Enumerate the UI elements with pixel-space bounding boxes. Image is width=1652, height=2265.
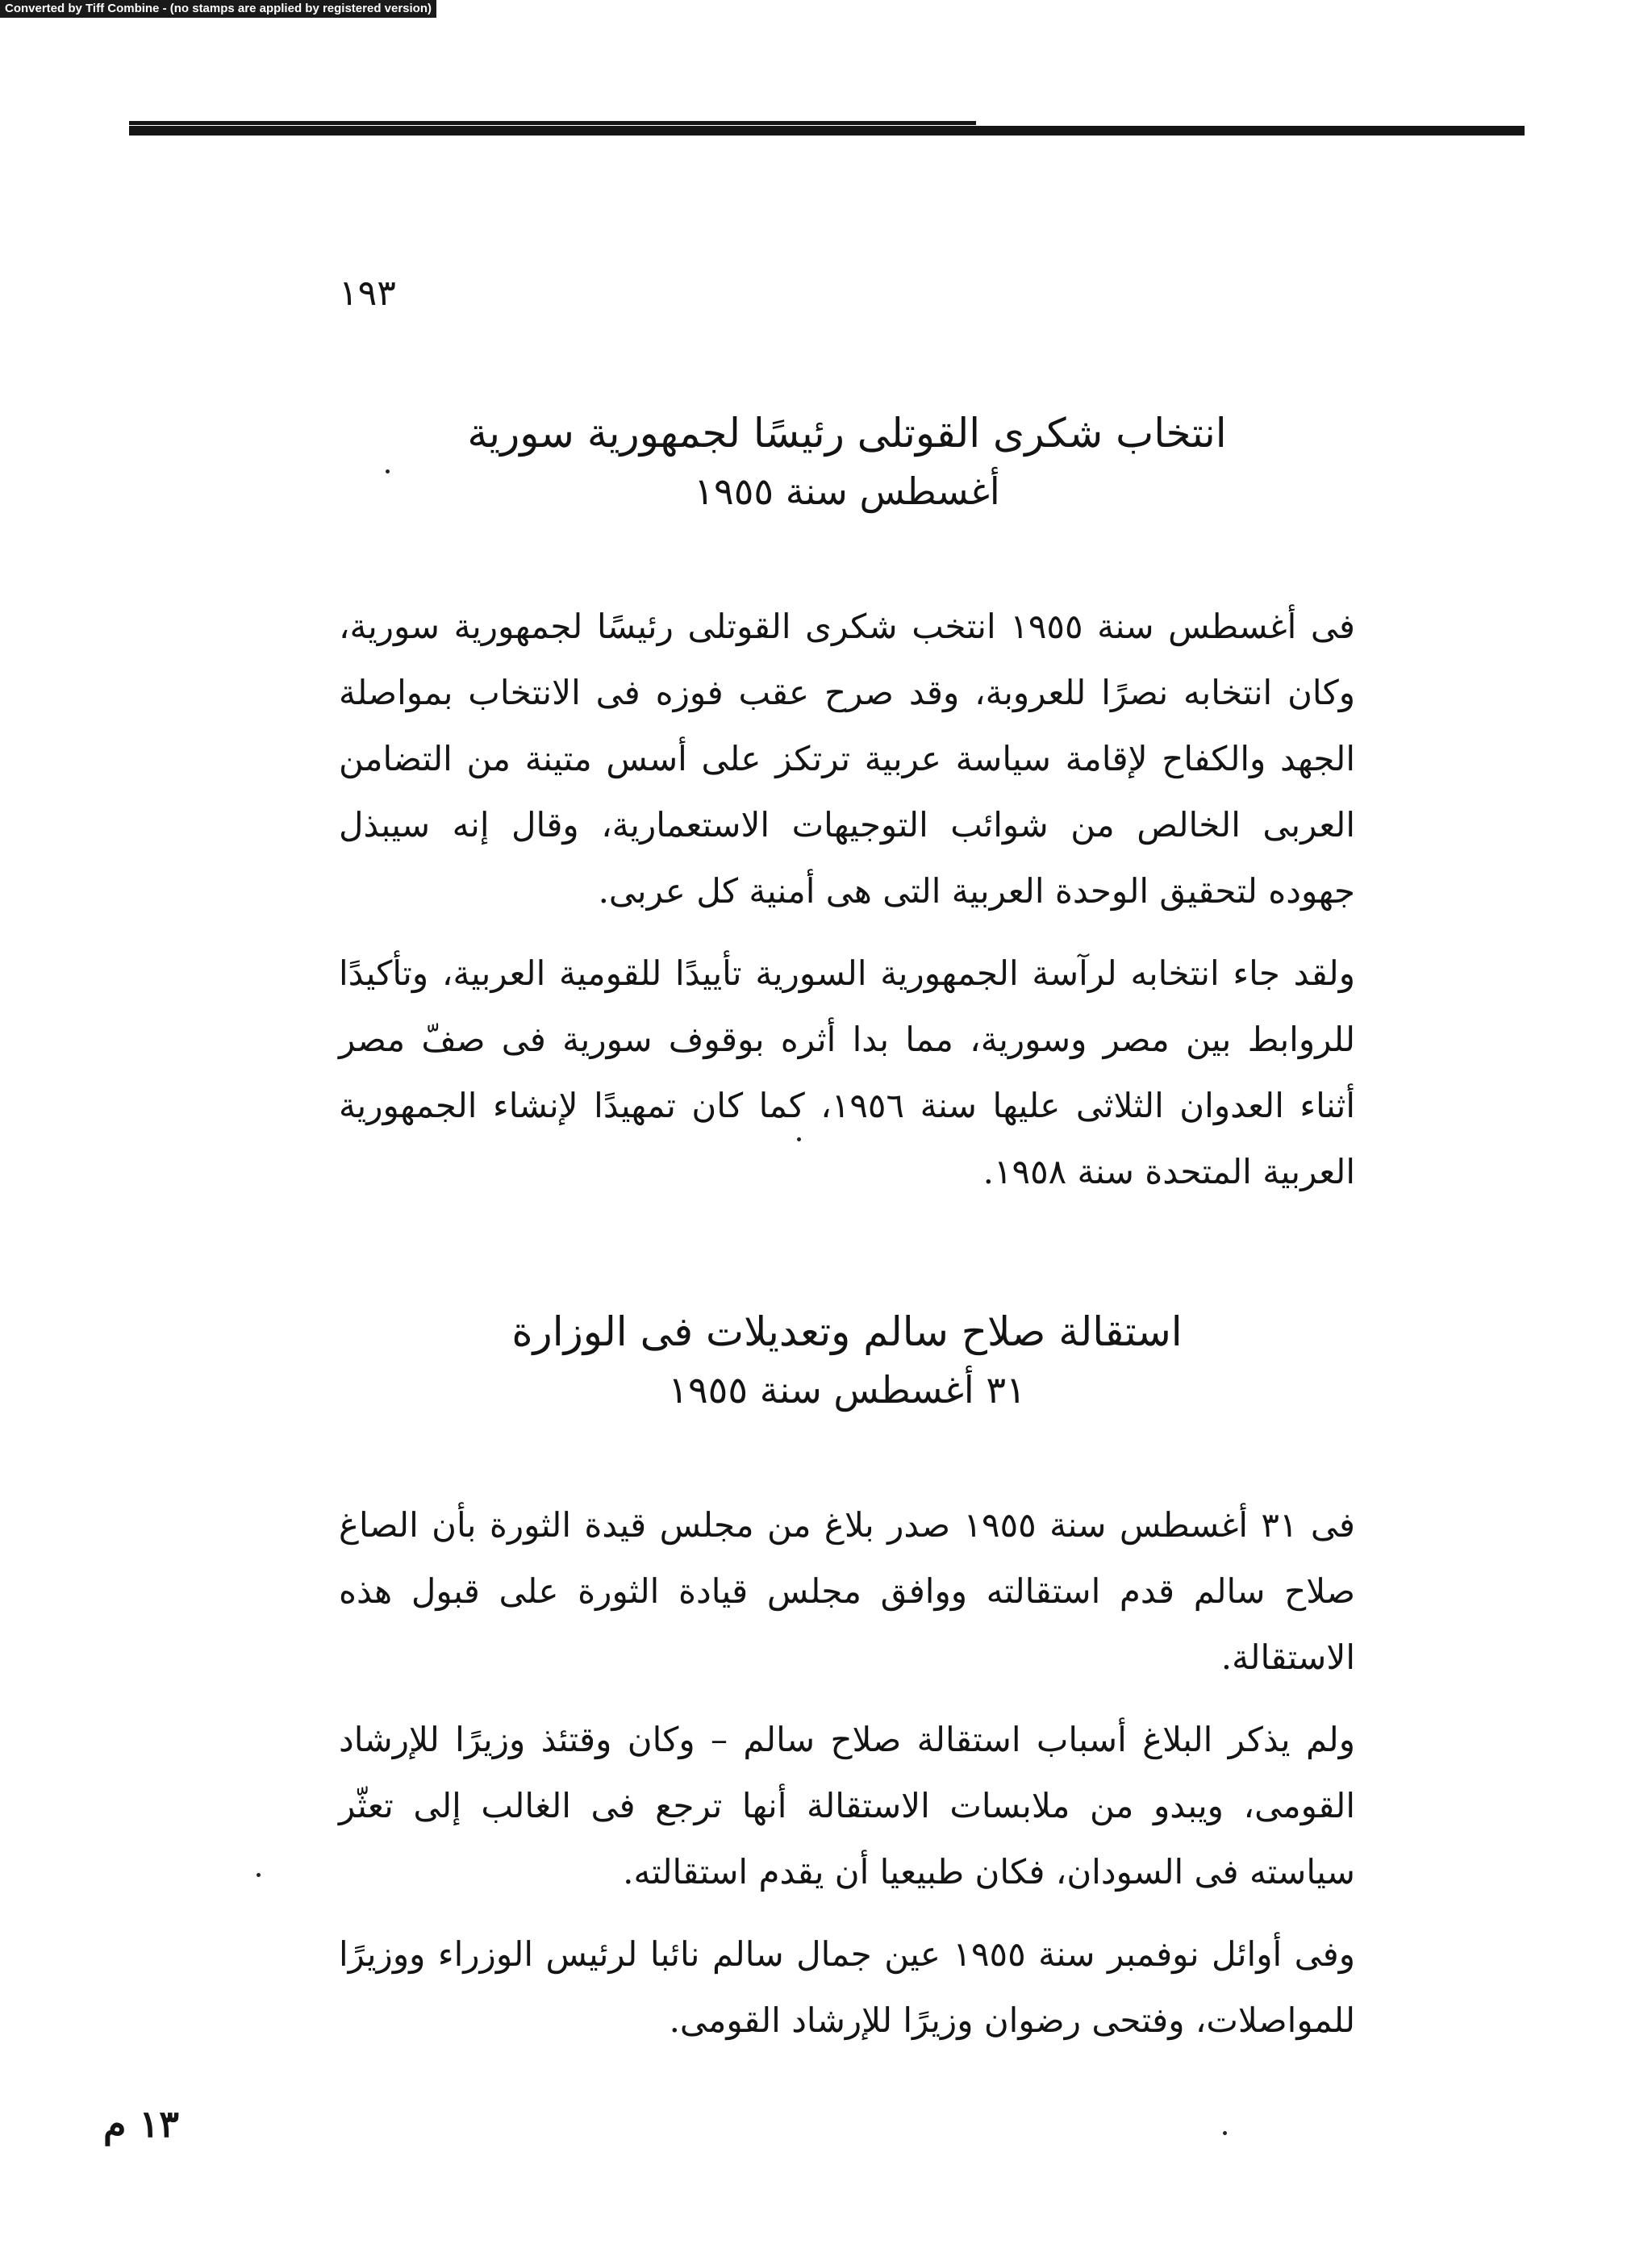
top-rule-upper	[129, 121, 976, 125]
paragraph: ولقد جاء انتخابه لرآسة الجمهورية السورية تأييدًا للقومية العربية، وتأكيدًا للروابط بين مصر وسورية، مما بدا أثره بوقوف سورية فى صفّ مصر أثناء العدوان الثلاثى عليها سنة ١٩٥٦، كما كان تمهيدًا لإنشاء الجمهورية العربية المتحدة سنة ١٩٥٨.	[339, 953, 1355, 1191]
section-shukri-quwatli	[339, 403, 1355, 1205]
page-number: ١٩٣	[339, 273, 396, 314]
paragraph: فى ٣١ أغسطس سنة ١٩٥٥ صدر بلاغ من مجلس قيدة الثورة بأن الصاغ صلاح سالم قدم استقالته ووافق مجلس قيادة الثورة على قبول هذه الاستقالة.	[339, 1505, 1355, 1677]
section-date: ٣١ أغسطس سنة ١٩٥٥	[668, 1368, 1026, 1412]
page-content	[339, 403, 1355, 2070]
paragraph: ولم يذكر البلاغ أسباب استقالة صلاح سالم – وكان وقتئذ وزيرًا للإرشاد القومى، ويبدو من ملابسات الاستقالة أنها ترجع فى الغالب إلى تعثّر سياسته فى السودان، فكان طبيعيا أن يقدم استقالته.	[339, 1720, 1355, 1892]
section-divider-space	[339, 1221, 1355, 1302]
converter-banner: Converted by Tiff Combine - (no stamps are applied by registered version)	[0, 0, 436, 18]
paragraph: فى أغسطس سنة ١٩٥٥ انتخب شكرى القوتلى رئيسًا لجمهورية سورية، وكان انتخابه نصرًا للعروبة، وقد صرح عقب فوزه فى الانتخاب بمواصلة الجهد والكفاح لإقامة سياسة عربية ترتكز على أسس متينة من التضامن العربى الخالص من شوائب التوجيهات الاستعمارية، وقال إنه سيبذل جهوده لتحقيق الوحدة العربية التى هى أمنية كل عربى.	[339, 607, 1355, 911]
scan-speck	[797, 1137, 801, 1141]
section-title: استقالة صلاح سالم وتعديلات فى الوزارة	[511, 1308, 1183, 1355]
section-title: انتخاب شكرى القوتلى رئيسًا لجمهورية سورية	[467, 410, 1227, 457]
top-rule	[129, 126, 1525, 136]
section-date: أغسطس سنة ١٩٥٥	[694, 469, 1000, 513]
paragraph: وفى أوائل نوفمبر سنة ١٩٥٥ عين جمال سالم نائبا لرئيس الوزراء ووزيرًا للمواصلات، وفتحى رضوان وزيرًا للإرشاد القومى.	[339, 1934, 1355, 2040]
signature-mark: ١٣ م	[103, 2102, 179, 2146]
scan-speck	[1223, 2131, 1227, 2135]
scan-speck	[386, 469, 390, 473]
section-salah-salem	[339, 1302, 1355, 2054]
scan-speck	[257, 1873, 261, 1877]
